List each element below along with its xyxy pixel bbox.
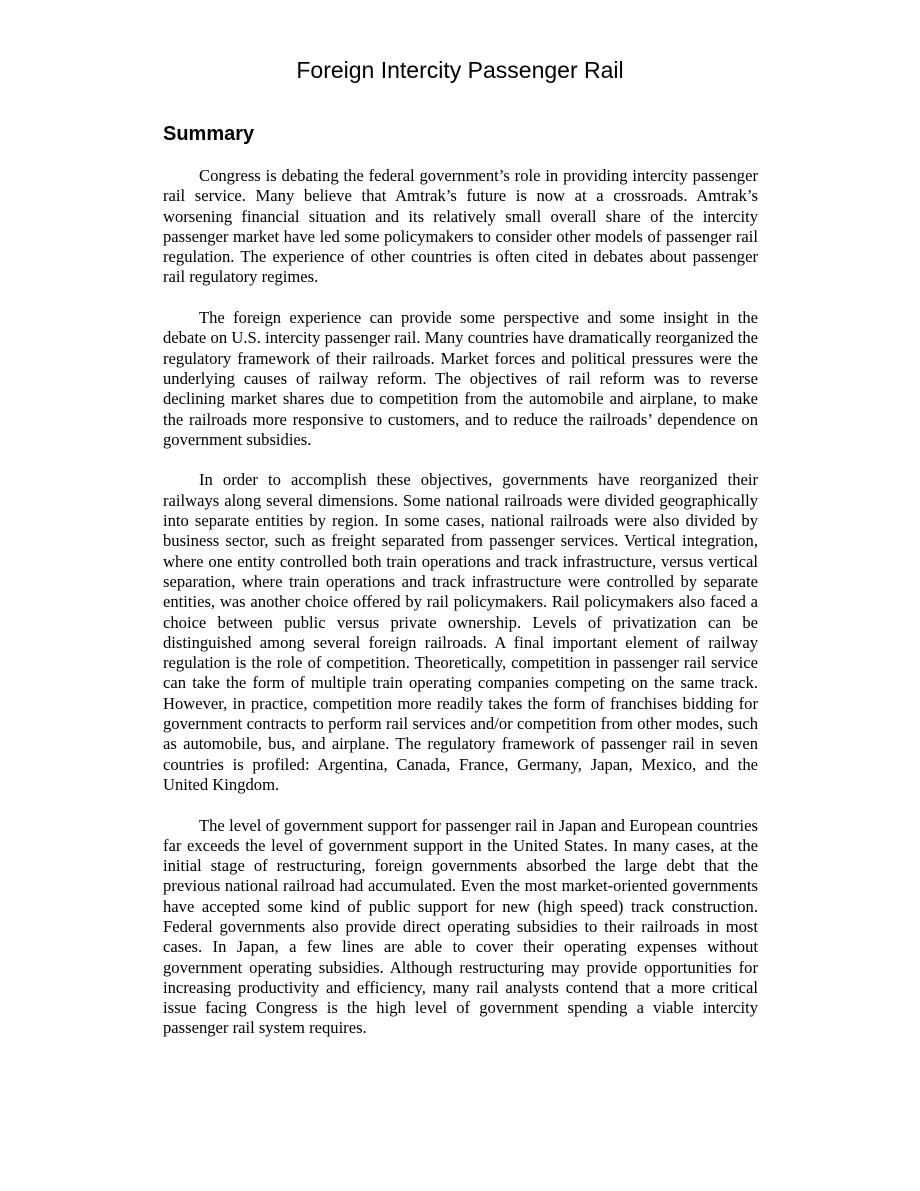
section-heading-summary: Summary bbox=[163, 123, 255, 145]
summary-paragraph-1: Congress is debating the federal government’s role in providing intercity passenger rail service. Many believe that Amtrak’s future is now at a crossroads. Amtrak’s worsening financial situation and its relatively small overall share of the intercity passenger market have led some policymakers to consider other models of passenger rail regulation. The experience of other countries is often cited in debates about passenger rail regulatory regimes. bbox=[163, 166, 758, 287]
summary-paragraph-4: The level of government support for passenger rail in Japan and European countries far exceeds the level of government support in the United States. In many cases, at the initial stage of restructuring, foreign governments absorbed the large debt that the previous national railroad had accumulated. Even the most market-oriented governments have accepted some kind of public support for new (high speed) track construction. Federal governments also provide direct operating subsidies to their railroads in most cases. In Japan, a few lines are able to cover their operating expenses without government operating subsidies. Although restructuring may provide opportunities for increasing productivity and efficiency, many rail analysts contend that a more critical issue facing Congress is the high level of government spending a viable intercity passenger rail system requires. bbox=[163, 815, 758, 1038]
summary-paragraph-2: The foreign experience can provide some perspective and some insight in the debate on U.S. intercity passenger rail. Many countries have dramatically reorganized the regulatory framework of their railroads. Market forces and political pressures were the underlying causes of railway reform. The objectives of rail reform was to reverse declining market shares due to competition from the automobile and airplane, to make the railroads more responsive to customers, and to reduce the railroads’ dependence on government subsidies. bbox=[163, 308, 758, 449]
summary-paragraph-3: In order to accomplish these objectives, governments have reorganized their railways along several dimensions. Some national railroads were divided geographically into separate entities by region. In some cases, national railroads were also divided by business sector, such as freight separated from passenger services. Vertical integration, where one entity controlled both train operations and track infrastructure, versus vertical separation, where train operations and track infrastructure were controlled by separate entities, was another choice offered by rail policymakers. Rail policymakers also faced a choice between public versus private ownership. Levels of privatization can be distinguished among several foreign railroads. A final important element of railway regulation is the role of competition. Theoretically, competition in passenger rail service can take the form of multiple train operating companies competing on the same track. However, in practice, competition more readily takes the form of franchises bidding for government contracts to perform rail services and/or competition from other modes, such as automobile, bus, and airplane. The regulatory framework of passenger rail in seven countries is profiled: Argentina, Canada, France, Germany, Japan, Mexico, and the United Kingdom. bbox=[163, 470, 758, 794]
summary-body bbox=[163, 166, 758, 1059]
document-title: Foreign Intercity Passenger Rail bbox=[296, 57, 624, 83]
